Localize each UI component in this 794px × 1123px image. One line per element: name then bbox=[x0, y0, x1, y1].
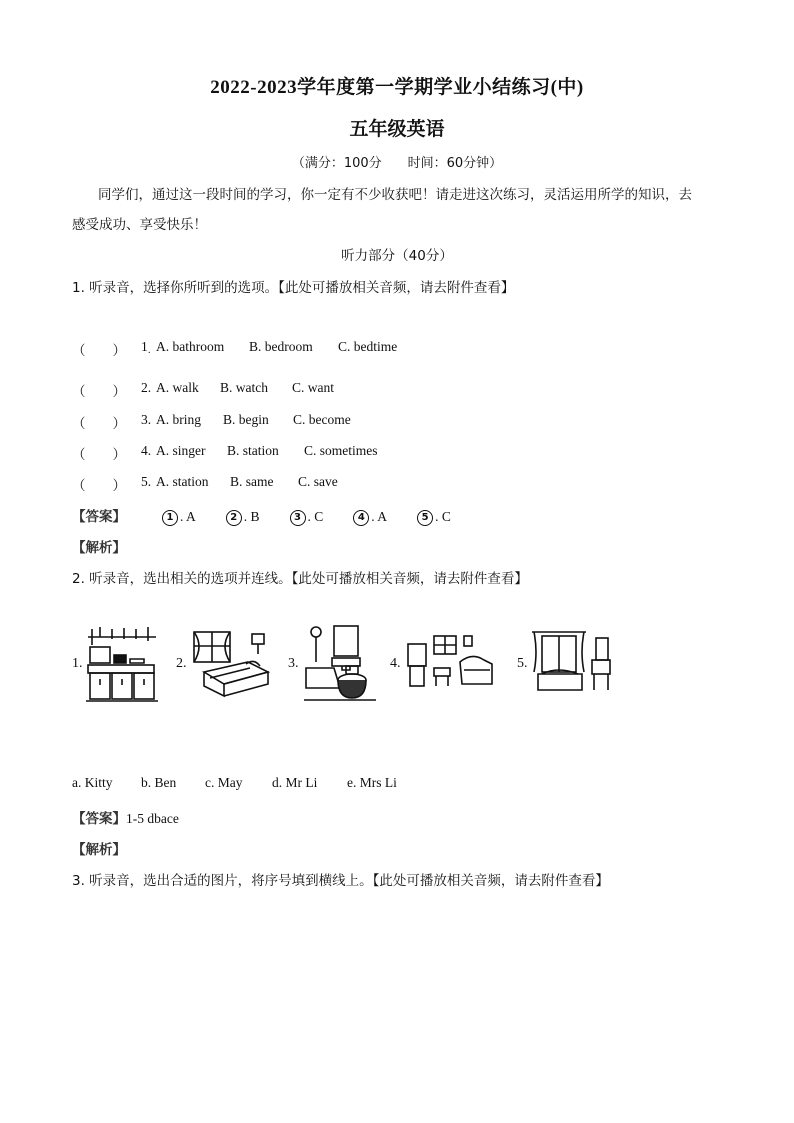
q1-answer-5: 5 . C bbox=[417, 509, 451, 526]
q1-answer-3: 3 . C bbox=[290, 509, 324, 526]
section-title: 听力部分（40分） bbox=[341, 248, 453, 264]
q2-name-c: c. May bbox=[205, 775, 243, 790]
q2-name-e: e. Mrs Li bbox=[347, 775, 397, 790]
q1-answer-4: 4 . A bbox=[353, 509, 387, 526]
q2-prompt: 2. 听录音，选出相关的选项并连线。【此处可播放相关音频，请去附件查看】 bbox=[72, 571, 528, 587]
intro-line-2: 感受成功、享受快乐！ bbox=[72, 217, 207, 233]
q2-name-a: a. Kitty bbox=[72, 775, 113, 790]
q1-item-3: （ ） 3. A. bring B. begin C. become bbox=[72, 412, 351, 431]
bedroom-icon bbox=[190, 628, 272, 700]
q2-pic-3-num: 3. bbox=[288, 656, 299, 671]
q1-item-2: （ ） 2. A. walk B. watch C. want bbox=[72, 380, 334, 399]
q2-pic-1-num: 1. bbox=[72, 656, 83, 671]
bedroom-window-icon bbox=[530, 628, 614, 696]
exam-meta: （满分：100分 时间：60分钟） bbox=[291, 156, 503, 171]
q1-prompt: 1. 听录音，选择你所听到的选项。【此处可播放相关音频，请去附件查看】 bbox=[72, 280, 515, 296]
q2-pic-5-num: 5. bbox=[517, 656, 528, 671]
q2-pic-2-num: 2. bbox=[176, 656, 187, 671]
page-subtitle: 五年级英语 bbox=[349, 119, 445, 140]
q2-answer: 【答案】1-5 dbace bbox=[72, 811, 179, 827]
q2-analysis: 【解析】 bbox=[72, 842, 126, 858]
q1-analysis: 【解析】 bbox=[72, 540, 126, 556]
page-title: 2022-2023学年度第一学期学业小结练习(中) bbox=[210, 77, 584, 98]
q1-answer-2: 2 . B bbox=[226, 509, 260, 526]
q1-answer-1: 1 . A bbox=[162, 509, 196, 526]
q1-answer: 【答案】 1 . A 2 . B 3 . C 4 . A 5 . C bbox=[72, 509, 451, 525]
living-room-icon bbox=[404, 632, 496, 692]
q1-item-4: （ ） 4. A. singer B. station C. sometimes bbox=[72, 443, 378, 462]
kitchen-icon bbox=[86, 625, 158, 703]
q1-item-1: （ ） 1 . A. bathroom B. bedroom C. bedtime bbox=[72, 339, 398, 358]
q1-item-5: （ ） 5. A. station B. same C. save bbox=[72, 474, 338, 493]
bathroom-icon bbox=[302, 622, 378, 704]
q2-name-d: d. Mr Li bbox=[272, 775, 318, 790]
q2-pic-4-num: 4. bbox=[390, 656, 401, 671]
intro-line-1: 同学们，通过这一段时间的学习，你一定有不少收获吧！请走进这次练习，灵活运用所学的知识，去 bbox=[98, 187, 692, 203]
q3-prompt: 3. 听录音，选出合适的图片，将序号填到横线上。【此处可播放相关音频，请去附件查看】 bbox=[72, 873, 609, 889]
q2-name-b: b. Ben bbox=[141, 775, 177, 790]
